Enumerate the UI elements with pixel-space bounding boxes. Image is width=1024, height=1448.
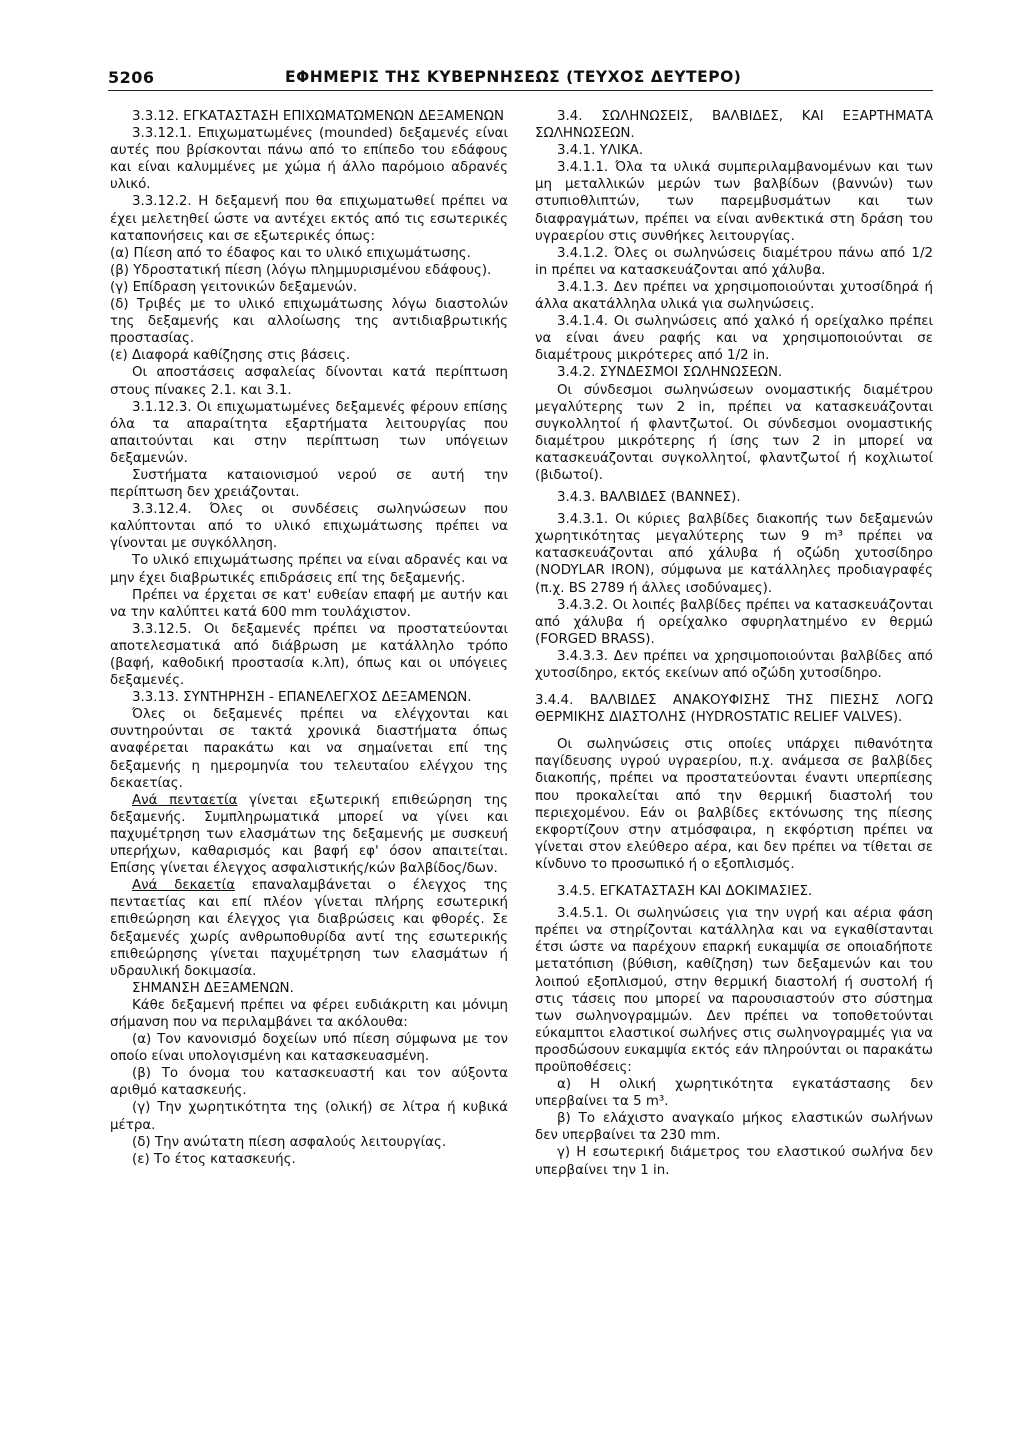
list-item-b: (β) Υδροστατική πίεση (λόγω πλημμυρισμένου εδάφους). [110,262,492,278]
section-heading-3-3-13: 3.3.13. ΣΥΝΤΗΡΗΣΗ - ΕΠΑΝΕΛΕΓΧΟΣ ΔΕΞΑΜΕΝΩΝ. [132,690,472,706]
section-heading-3-4-3: 3.4.3. ΒΑΛΒΙΔΕΣ (ΒΑΝΝΕΣ). [557,490,741,506]
paragraph-3-3-12-2: 3.3.12.2. Η δεξαμενή που θα επιχωματωθεί πρέπει να έχει μελετηθεί ώστε να αντέχει εκτός από τις εσωτερικές καταπονήσεις και σε εξωτερικές όπως: [110,194,508,244]
spacer [535,682,933,692]
paragraph-3-3-12-3: 3.1.12.3. Οι επιχωματωμένες δεξαμενές φέρουν επίσης όλα τα απαραίτητα εξαρτήματα λειτουργίας που απαιτούνται και στην περίπτωση των υπόγειων δεξαμενών. [110,399,508,466]
five-year-text: γίνεται εξωτερική επιθεώρηση της δεξαμενής. Συμπληρωματικά μπορεί να γίνει και παχυμέτρηση των ελασμάτων της δεξαμενής με συσκευή υπερήχων, καθαρισμός και βαφή εφ' όσον απαιτείται. Επίσης γίνεται έλεγχος ασφαλιστικής/κών βαλβίδος/δων. [110,792,508,877]
page-header-title: ΕΦΗΜΕΡΙΣ ΤΗΣ ΚΥΒΕΡΝΗΣΕΩΣ (ΤΕΥΧΟΣ ΔΕΥΤΕΡΟ) [285,68,742,86]
spacer [535,726,933,736]
paragraph-3-4-1-2: 3.4.1.2. Όλες οι σωληνώσεις διαμέτρου πάνω από 1/2 in πρέπει να κατασκευάζονται από χάλυβα. [535,245,933,278]
paragraph-3-4-1-4: 3.4.1.4. Οι σωληνώσεις από χαλκό ή ορείχαλκο πρέπει να είναι άνευ ραφής και να χρησιμοποιούνται σε διαμέτρους μικρότερες από 1/2 in. [535,314,933,364]
section-heading-3-3-12: 3.3.12. ΕΓΚΑΤΑΣΤΑΣΗ ΕΠΙΧΩΜΑΤΩΜΕΝΩΝ ΔΕΞΑΜΕΝΩΝ [132,109,504,124]
section-heading-3-4-1: 3.4.1. ΥΛΙΚΑ. [557,143,644,159]
list-item-a: (α) Πίεση από το έδαφος και το υλικό επιχωμάτωσης. [110,245,471,261]
paragraph-3-4-1-1: 3.4.1.1. Όλα τα υλικά συμπεριλαμβανομένων και των μη μεταλλικών μερών των βαλβίδων (βαννών) των στυπιοθλιπτών, των παρεμβυσμάτων και των διαφραγμάτων, πρέπει να είναι ανθεκτικά στη δράση του υγραερίου στις συνθήκες λειτουργίας. [535,160,933,244]
ten-year-text: επαναλαμβάνεται ο έλεγχος της πενταετίας και επί πλέον γίνεται πλήρης εσωτερική επιθεώρηση και έλεγχος για διαβρώσεις και φθορές. Σε δεξαμενές χωρίς ανθρωποθυρίδα αντί της εσωτερικής επιθεώρησης γίνεται παχυμέτρηση των ελασμάτων ή υδραυλική δοκιμασία. [110,878,509,979]
section-heading-3-4-2: 3.4.2. ΣΥΝΔΕΣΜΟΙ ΣΩΛΗΝΩΣΕΩΝ. [557,365,783,381]
paragraph-cooling: Συστήματα καταιονισμού νερού σε αυτή την περίπτωση δεν χρειάζονται. [110,467,508,501]
paragraph-contact: Πρέπει να έρχεται σε κατ' ευθείαν επαφή με αυτήν και να την καλύπτει κατά 600 mm τουλάχιστον. [110,587,508,620]
ten-year-label: Ανά δεκαετία [132,878,236,894]
condition-b: β) Το ελάχιστο αναγκαίο μήκος ελαστικών σωλήνων δεν υπερβαίνει τα 230 mm. [535,1111,933,1144]
marking-item-e: (ε) Το έτος κατασκευής. [132,1151,296,1167]
paragraph-3-4-4: Οι σωληνώσεις στις οποίες υπάρχει πιθανότητα παγίδευσης υγρού υγραερίου, π.χ. ανάμεσα σε βαλβίδες διακοπής, πρέπει να προστατεύονται έναντι υπερπίεσης που προκαλείται από την θερμική διαστολή του περιεχομένου. Εάν οι βαλβίδες εκτόνωσης της πίεσης εκφορτίζουν στην ατμόσφαιρα, η εκφόρτιση πρέπει να γίνεται στον ελεύθερο αέρα, και δεν πρέπει να τίθεται σε κίνδυνο το προσωπικό ή ο εξοπλισμός. [535,737,933,872]
paragraph-inspection: Όλες οι δεξαμενές πρέπει να ελέγχονται και συντηρούνται σε τακτά χρονικά διαστήματα όπως αναφέρεται παρακάτω και να σημαίνεται επί της δεξαμενής η ημερομηνία του τελευταίου ελέγχου της δεκαετίας. [110,707,508,791]
marking-item-b: (β) Το όνομα του κατασκευαστή και τον αύξοντα αριθμό κατασκευής. [110,1066,508,1099]
paragraph-3-4-2: Οι σύνδεσμοι σωληνώσεων ονομαστικής διαμέτρου μεγαλύτερης των 2 in, πρέπει να κατασκευάζονται συγκολλητοί ή φλαντζωτοί. Οι σύνδεσμοι ονομαστικής διαμέτρου μικρότερης ή ίσης των 2 in μπορεί να κατασκευάζονται συγκολλητοί, φλαντζωτοί ή κοχλιωτοί (βιδωτοί). [535,382,933,483]
section-heading-3-4-5: 3.4.5. ΕΓΚΑΤΑΣΤΑΣΗ ΚΑΙ ΔΟΚΙΜΑΣΙΕΣ. [557,884,813,900]
paragraph-3-4-3-1: 3.4.3.1. Οι κύριες βαλβίδες διακοπής των δεξαμενών χωρητικότητας μεγαλύτερης των 9 m³ πρέπει να κατασκευάζονται από χάλυβα ή οζώδη χυτοσίδηρο (NODYLAR IRON), σύμφωνα με κατάλληλες προδιαγραφές (π.χ. BS 2789 ή άλλες ισοδύναμες). [535,512,933,596]
list-item-d: (δ) Τριβές με το υλικό επιχωμάτωσης λόγω διαστολών της δεξαμενής και αλλοίωσης της αντιδιαβρωτικής προστασίας. [110,297,508,347]
right-column [535,108,933,1179]
paragraph-3-3-12-1: 3.3.12.1. Επιχωματωμένες (mounded) δεξαμενές είναι αυτές που βρίσκονται πάνω από το επίπεδο του εδάφους και είναι καλυμμένες με χώμα ή άλλο παρόμοιο αδρανές υλικό. [110,126,508,193]
paragraph-3-4-3-2: 3.4.3.2. Οι λοιπές βαλβίδες πρέπει να κατασκευάζονται από χάλυβα ή ορείχαλκο σφυρηλατημένο εν θερμώ (FORGED BRASS). [535,597,933,647]
paragraph-3-4-1-3: 3.4.1.3. Δεν πρέπει να χρησιμοποιούνται χυτοσίδηρά ή άλλα ακατάλληλα υλικά για σωληνώσεις. [535,279,933,313]
marking-item-d: (δ) Την ανώτατη πίεση ασφαλούς λειτουργίας. [132,1134,447,1150]
paragraph-3-4-5-1: 3.4.5.1. Οι σωληνώσεις για την υγρή και αέρια φάση πρέπει να στηρίζονται κατάλληλα και να εγκαθίστανται έτσι ώστε να παρέχουν επαρκή ευκαμψία σε οποιαδήποτε μετατόπιση (βύθιση, καθίζηση) των δεξαμενών και του λοιπού εξοπλισμού, στην θερμική διαστολή ή συστολή ή στις τάσεις που μπορεί να παρουσιαστούν στο σύστημα των σωληνογραμμών. Δεν πρέπει να τοποθετούνται εύκαμπτοι ελαστικοί σωλήνες στις σωληνογραμμές για να προσδώσουν ευκαμψία εκτός εάν πληρούνται οι παρακάτω προϋποθέσεις: [535,906,933,1075]
paragraph-marking: Κάθε δεξαμενή πρέπει να φέρει ευδιάκριτη και μόνιμη σήμανση που να περιλαμβάνει τα ακόλουθα: [110,997,508,1030]
paragraph-distances: Οι αποστάσεις ασφαλείας δίνονται κατά περίπτωση στους πίνακες 2.1. και 3.1. [110,365,508,398]
section-heading-marking: ΣΗΜΑΝΣΗ ΔΕΞΑΜΕΝΩΝ. [132,980,294,996]
list-item-e: (ε) Διαφορά καθίζησης στις βάσεις. [110,348,351,364]
spacer [535,873,933,883]
condition-a: α) Η ολική χωρητικότητα εγκατάστασης δεν υπερβαίνει τα 5 m³. [535,1077,933,1110]
paragraph-ten-year [110,877,508,980]
section-heading-3-4: 3.4. ΣΩΛΗΝΩΣΕΙΣ, ΒΑΛΒΙΔΕΣ, ΚΑΙ ΕΞΑΡΤΗΜΑΤΑ ΣΩΛΗΝΩΣΕΩΝ. [535,109,933,142]
paragraph-3-3-12-5: 3.3.12.5. Οι δεξαμενές πρέπει να προστατεύονται αποτελεσματικά από διάβρωση με κατάλληλο τρόπο (βαφή, καθοδική προστασία κ.λπ), όπως και οι υπόγειες δεξαμενές. [110,621,508,689]
section-heading-3-4-4: 3.4.4. ΒΑΛΒΙΔΕΣ ΑΝΑΚΟΥΦΙΣΗΣ ΤΗΣ ΠΙΕΣΗΣ ΛΟΓΩ ΘΕΡΜΙΚΗΣ ΔΙΑΣΤΟΛΗΣ (HYDROSTATIC RELIEF VALVES). [535,693,933,726]
header-rule [108,90,933,91]
marking-item-c: (γ) Την χωρητικότητα της (ολική) σε λίτρα ή κυβικά μέτρα. [110,1100,508,1133]
marking-item-a: (α) Τον κανονισμό δοχείων υπό πίεση σύμφωνα με τον οποίο είναι υπολογισμένη και κατασκευασμένη. [110,1032,508,1065]
list-item-c: (γ) Επίδραση γειτονικών δεξαμενών. [110,279,358,295]
paragraph-3-4-3-3: 3.4.3.3. Δεν πρέπει να χρησιμοποιούνται βαλβίδες από χυτοσίδηρο, εκτός εκείνων από οζώδη χυτοσίδηρο. [535,648,933,681]
five-year-label: Ανά πενταετία [132,792,238,808]
paragraph-five-year [110,792,508,877]
page-number: 5206 [108,68,155,87]
paragraph-material: Το υλικό επιχωμάτωσης πρέπει να είναι αδρανές και να μην έχει διαβρωτικές επιδράσεις επί της δεξαμενής. [110,553,508,586]
paragraph-3-3-12-4: 3.3.12.4. Όλες οι συνδέσεις σωληνώσεων που καλύπτονται από το υλικό επιχωμάτωσης πρέπει να γίνονται με συγκόλληση. [110,502,508,552]
left-column [110,108,508,1168]
condition-c: γ) Η εσωτερική διάμετρος του ελαστικού σωλήνα δεν υπερβαίνει την 1 in. [535,1145,933,1178]
